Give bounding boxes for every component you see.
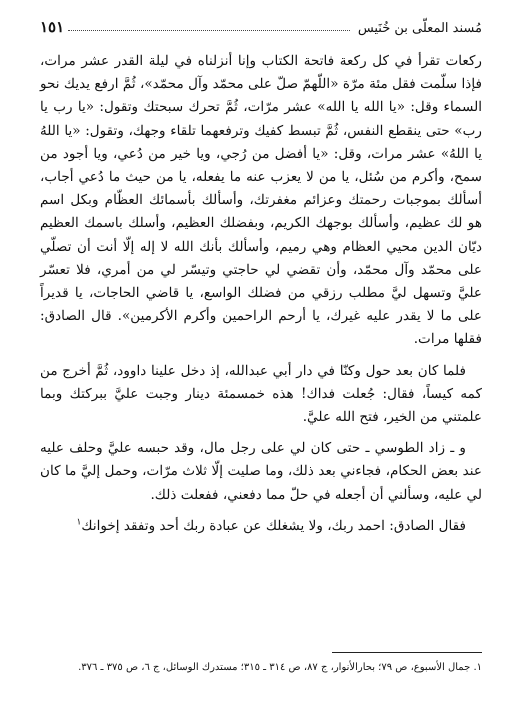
paragraph-1: ركعات تقرأ في كل ركعة فاتحة الكتاب وإنا أنزلناه في ليلة القدر عشر مرات، فإذا سلّمت فقل مئة مرّة «اللّهمّ صلّ على محمّد وآل محمّد»، ثُمَّ ارفع يديك نحو السماء وقل: «يا الله يا الله» عشر مرّات، ثُمَّ تحرك سبحتك وتقول: «يا رب يا رب» حتى ينقطع النفس، ثُمَّ تبسط كفيك وترفعهما تلقاء وجهك، وتقول: «يا اللهُ يا اللهُ» عشر مرات، وقل: «يا أفضل من رُجي، ويا خير من دُعي، ويا أجود من سمح، وأكرم من سُئل، يا من لا يعزب عنه ما يفعله، يا من حيث ما دُعي أجاب، أسألك بموجبات رحمتك وعزائم مغفرتك، وأسألك بأسمائك العظّام وبكل اسم هو لك عظيم، وأسألك بوجهك الكريم، وبفضلك العظيم، وأسلك باسمك العظيم ديّان الدين محيي العظام وهي رميم، وأسألك بأنك الله لا إله إلّا أنت أن تصلّي على محمّد وآل محمّد، وأن تقضي لي حاجتي وتيسّر لي من أمري، فلا تعسّر عليَّ وتسهل ليَّ مطلب رزقي من فضلك الواسع، يا قاضي الحاجات، يا قديراً على ما لا يقدر عليه غيرك، يا أرحم الراحمين وأكرم الأكرمين». قال الصادق: فقلها مرات.	[40, 53, 482, 348]
paragraph-3: و ـ زاد الطوسي ـ حتى كان لي على رجل مال، وقد حبسه عليَّ وحلف عليه عند بعض الحكام، فجاءني بعد ذلك، وما صليت إلّا ثلاث مرّات، وحمل إليَّ ما كان لي عليه، وسألني أن أجعله في حلّ مما دفعني، ففعلت ذلك.	[40, 440, 482, 503]
footnote-marker: ١	[76, 517, 82, 528]
paragraph-2: فلما كان بعد حول وكنّا في دار أبي عبدالله، إذ دخل علينا داوود، ثُمَّ أخرج من كمه كيساً، فقال: جُعلت فداك! هذه خمسمئة دينار وجبت عليَّ ببركتك وبما علمتني من الخير، فتح الله عليَّ.	[40, 362, 482, 426]
footnote-separator	[332, 652, 482, 653]
paragraph-4-text: فقال الصادق: احمد ربك، ولا يشغلك عن عبادة ربك أحد وتفقد إخوانك	[81, 517, 466, 534]
page-number: ١٥١	[40, 18, 65, 36]
page-header	[40, 14, 482, 36]
page-body	[40, 50, 482, 546]
paragraph-4	[40, 515, 482, 538]
running-title: مُسند المعلّى بن خُنَيس	[357, 21, 482, 36]
footnote: ١. جمال الأسبوع، ص ٧٩؛ بحارالأنوار، ج ٨٧، ص ٣١٤ ـ ٣١٥؛ مستدرك الوسائل، ج ٦، ص ٣٧٥ ـ ٣٧٦.	[78, 662, 482, 673]
header-dotted-leader	[68, 30, 350, 31]
